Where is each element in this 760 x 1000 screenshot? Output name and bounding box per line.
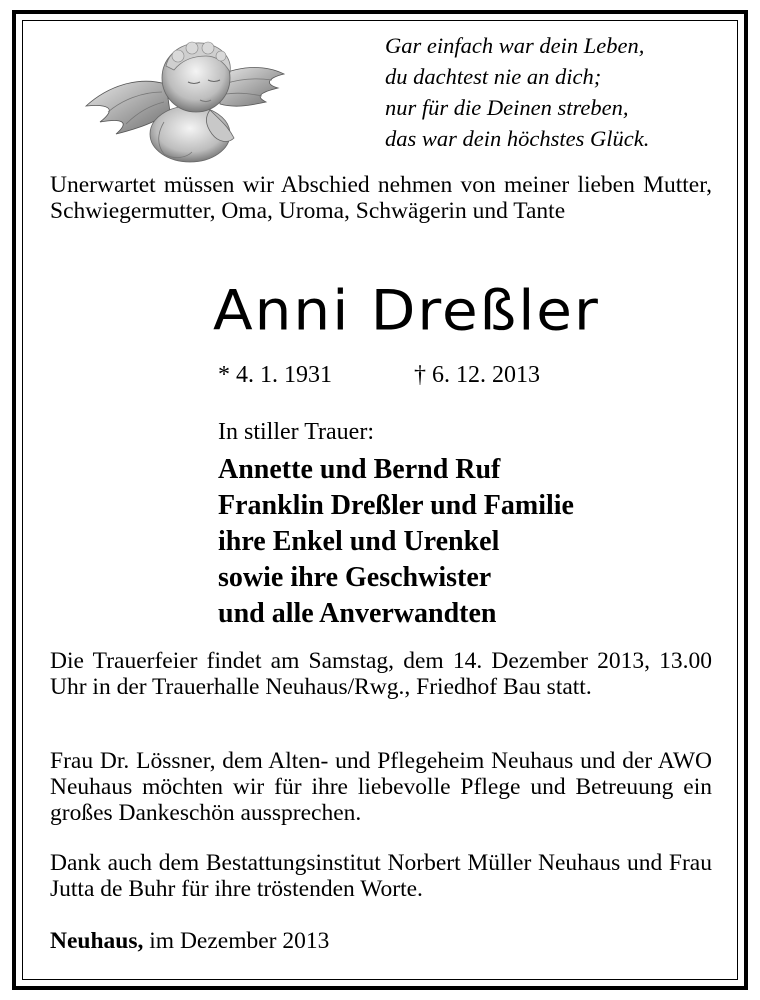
poem-line: nur für die Deinen streben, <box>385 95 629 120</box>
mourners-list <box>218 452 574 632</box>
mourner-line: ihre Enkel und Urenkel <box>218 526 500 557</box>
closing-date: im Dezember 2013 <box>143 928 330 954</box>
poem-line: du dachtest nie an dich; <box>385 64 602 89</box>
thanks-paragraph-1: Frau Dr. Lössner, dem Alten- und Pflegeheim Neuhaus und der AWO Neuhaus möchten wir für ihre liebevolle Pflege und Betreuung ein großes Dankeschön aussprechen. <box>50 748 712 826</box>
birth-date: * 4. 1. 1931 <box>218 362 332 388</box>
mourner-line: Annette und Bernd Ruf <box>218 454 501 485</box>
mourner-line: und alle Anverwandten <box>218 598 497 629</box>
angel-image <box>78 26 288 166</box>
poem-line: Gar einfach war dein Leben, <box>385 33 645 58</box>
poem <box>385 30 649 154</box>
mourner-line: sowie ihre Geschwister <box>218 562 492 593</box>
deceased-name: Anni Dreßler <box>213 278 600 343</box>
closing-line <box>50 928 329 955</box>
intro-text: Unerwartet müssen wir Abschied nehmen von meiner lieben Mutter, Schwiegermutter, Oma, Uroma, Schwägerin und Tante <box>50 172 712 224</box>
life-dates <box>218 362 540 389</box>
poem-line: das war dein höchstes Glück. <box>385 126 650 151</box>
thanks-paragraph-2: Dank auch dem Bestattungsinstitut Norbert Müller Neuhaus und Frau Jutta de Buhr für ihre tröstenden Worte. <box>50 850 712 902</box>
mourning-label: In stiller Trauer: <box>218 419 374 445</box>
death-date: † 6. 12. 2013 <box>414 362 540 388</box>
funeral-info: Die Trauerfeier findet am Samstag, dem 14. Dezember 2013, 13.00 Uhr in der Trauerhalle Neuhaus/Rwg., Friedhof Bau statt. <box>50 648 712 700</box>
mourner-line: Franklin Dreßler und Familie <box>218 490 574 521</box>
closing-place: Neuhaus, <box>50 928 144 954</box>
